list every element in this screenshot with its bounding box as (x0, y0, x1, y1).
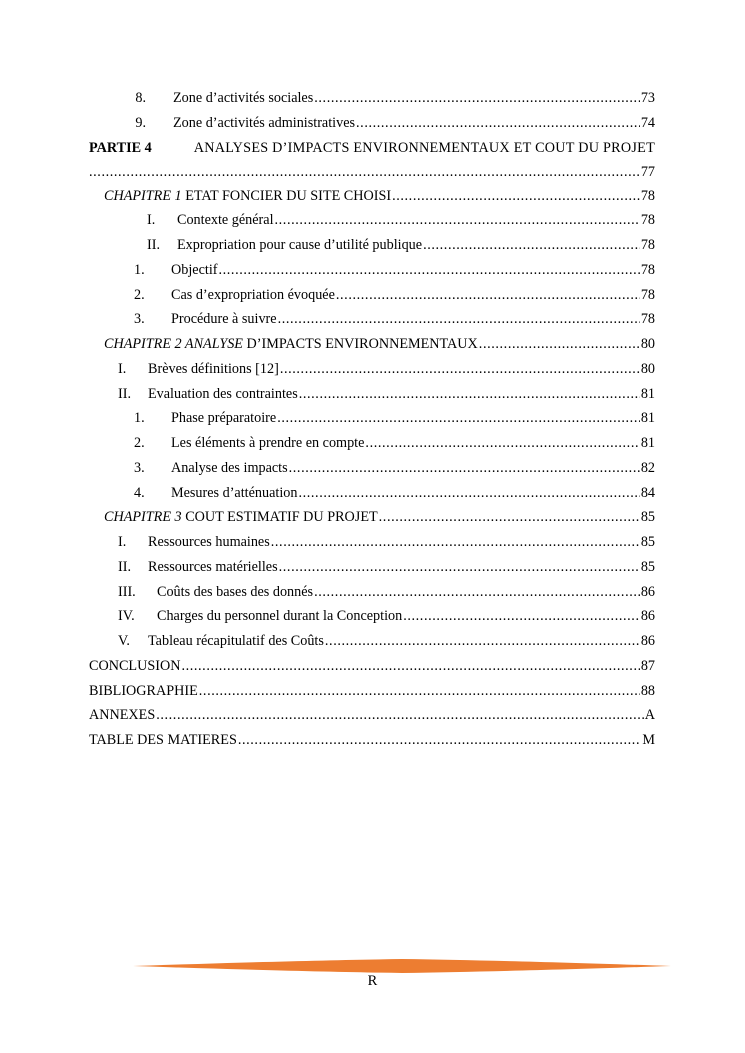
dot-leader (199, 679, 640, 704)
entry-title: Contexte général (177, 212, 274, 229)
toc-entry-chapter[interactable] (89, 332, 655, 357)
entry-page: 85 (640, 509, 655, 526)
table-of-contents (89, 86, 655, 753)
entry-number: III. (118, 583, 136, 600)
dot-leader (89, 160, 640, 184)
toc-entry[interactable] (89, 456, 655, 481)
entry-page: M (642, 732, 655, 748)
entry-page: 85 (640, 558, 655, 575)
entry-page: A (644, 707, 655, 724)
entry-title: Zone d’activités administratives (173, 114, 356, 131)
entry-title: Evaluation des contraintes (148, 385, 298, 402)
entry-title: Objectif (171, 261, 218, 278)
toc-entry[interactable] (89, 208, 655, 233)
entry-page: 77 (640, 163, 655, 180)
chapter-title: COUT ESTIMATIF DU PROJET (185, 509, 378, 526)
entry-number: 4. (134, 484, 145, 501)
entry-number: 3. (134, 311, 145, 328)
partie-label: PARTIE 4 (89, 139, 152, 156)
toc-entry[interactable] (89, 481, 655, 506)
entry-page: 81 (640, 410, 655, 427)
entry-title: Phase préparatoire (171, 410, 277, 427)
entry-title: Procédure à suivre (171, 311, 277, 328)
toc-entry[interactable] (89, 654, 655, 679)
entry-number: 2. (134, 435, 145, 451)
dot-leader (365, 431, 639, 456)
entry-number: IV. (118, 608, 135, 625)
entry-number: 8. (135, 90, 146, 106)
toc-entry-chapter[interactable] (89, 505, 655, 530)
entry-page: 78 (640, 237, 655, 253)
entry-title: Expropriation pour cause d’utilité publique (177, 237, 423, 253)
dot-leader (277, 406, 640, 431)
dot-leader (314, 580, 640, 605)
entry-title: CONCLUSION (89, 657, 181, 674)
entry-title: TABLE DES MATIERES (89, 732, 237, 748)
entry-title: Tableau récapitulatif des Coûts (148, 633, 324, 649)
entry-title: Brèves définitions [12] (148, 360, 279, 377)
entry-number: 2. (134, 286, 145, 303)
entry-number: II. (147, 237, 160, 253)
entry-number: II. (118, 558, 131, 575)
dot-leader (479, 332, 640, 357)
dot-leader (238, 728, 642, 753)
entry-page: 78 (640, 212, 655, 229)
entry-title: Mesures d’atténuation (171, 484, 298, 501)
entry-number: I. (147, 212, 156, 229)
entry-page: 86 (640, 583, 655, 600)
dot-leader (379, 505, 640, 530)
dot-leader (314, 86, 640, 111)
dot-leader (392, 184, 640, 209)
dot-leader (278, 307, 640, 332)
entry-page: 85 (640, 534, 655, 550)
entry-title: BIBLIOGRAPHIE (89, 682, 198, 699)
toc-entry[interactable] (89, 530, 655, 555)
toc-entry[interactable] (89, 703, 655, 728)
toc-entry[interactable] (89, 111, 655, 136)
dot-leader (336, 283, 640, 308)
dot-leader (289, 456, 640, 481)
toc-entry[interactable] (89, 728, 655, 753)
entry-title: ANNEXES (89, 707, 156, 724)
entry-page: 88 (640, 682, 655, 699)
toc-entry[interactable] (89, 555, 655, 580)
entry-title: Coûts des bases des donnés (157, 583, 314, 600)
entry-page: 81 (640, 435, 655, 451)
entry-number: I. (118, 360, 127, 377)
toc-entry-chapter[interactable] (89, 184, 655, 209)
entry-page: 73 (640, 90, 655, 106)
dot-leader (423, 233, 640, 258)
entry-number: 9. (135, 114, 146, 131)
dot-leader (275, 208, 640, 233)
toc-entry[interactable] (89, 233, 655, 258)
chapter-label: CHAPITRE 1 (104, 187, 182, 204)
dot-leader (181, 654, 639, 679)
entry-page: 81 (640, 385, 655, 402)
entry-page: 87 (640, 657, 655, 674)
entry-page: 84 (640, 484, 655, 501)
toc-entry[interactable] (89, 283, 655, 308)
entry-number: 1. (134, 261, 145, 278)
page-number: R (367, 973, 378, 989)
chapter-label: CHAPITRE 2 ANALYSE (104, 336, 243, 352)
entry-page: 86 (640, 633, 655, 649)
entry-page: 86 (640, 608, 655, 625)
entry-number: II. (118, 385, 131, 402)
dot-leader (280, 357, 640, 382)
dot-leader (298, 481, 639, 506)
entry-page: 80 (640, 360, 655, 377)
dot-leader (325, 629, 640, 654)
chapter-label: CHAPITRE 3 (104, 509, 182, 526)
dot-leader (356, 111, 640, 136)
entry-title: Les éléments à prendre en compte (171, 435, 365, 451)
toc-entry[interactable] (89, 604, 655, 629)
entry-page: 78 (640, 187, 655, 204)
entry-page: 74 (640, 114, 655, 131)
entry-page: 80 (640, 336, 655, 352)
entry-title: Ressources matérielles (148, 558, 278, 575)
entry-number: 1. (134, 410, 145, 427)
toc-entry[interactable] (89, 307, 655, 332)
entry-title: Zone d’activités sociales (173, 90, 314, 106)
toc-entry[interactable] (89, 629, 655, 654)
entry-title: Analyse des impacts (171, 459, 288, 476)
entry-page: 78 (640, 261, 655, 278)
toc-entry[interactable] (89, 406, 655, 431)
dot-leader (279, 555, 640, 580)
dot-leader (299, 382, 640, 407)
toc-entry[interactable] (89, 357, 655, 382)
toc-entry[interactable] (89, 258, 655, 283)
entry-title: Cas d’expropriation évoquée (171, 286, 335, 303)
entry-page: 82 (640, 459, 655, 476)
entry-title: Charges du personnel durant la Conception (157, 608, 403, 625)
partie-title: ANALYSES D’IMPACTS ENVIRONNEMENTAUX ET COUT DU PROJET (193, 139, 655, 156)
toc-entry[interactable] (89, 580, 655, 605)
toc-entry[interactable] (89, 86, 655, 111)
toc-entry-partie[interactable] (89, 136, 655, 184)
toc-entry[interactable] (89, 679, 655, 704)
entry-number: I. (118, 534, 127, 550)
dot-leader (218, 258, 639, 283)
chapter-title: D’IMPACTS ENVIRONNEMENTAUX (246, 336, 478, 352)
dot-leader (271, 530, 640, 555)
toc-entry[interactable] (89, 431, 655, 456)
entry-number: 3. (134, 459, 145, 476)
entry-page: 78 (640, 286, 655, 303)
entry-title: Ressources humaines (148, 534, 270, 550)
dot-leader (156, 703, 644, 728)
toc-entry[interactable] (89, 382, 655, 407)
entry-page: 78 (640, 311, 655, 328)
dot-leader (403, 604, 640, 629)
entry-number: V. (118, 633, 130, 649)
chapter-title: ETAT FONCIER DU SITE CHOISI (185, 187, 392, 204)
